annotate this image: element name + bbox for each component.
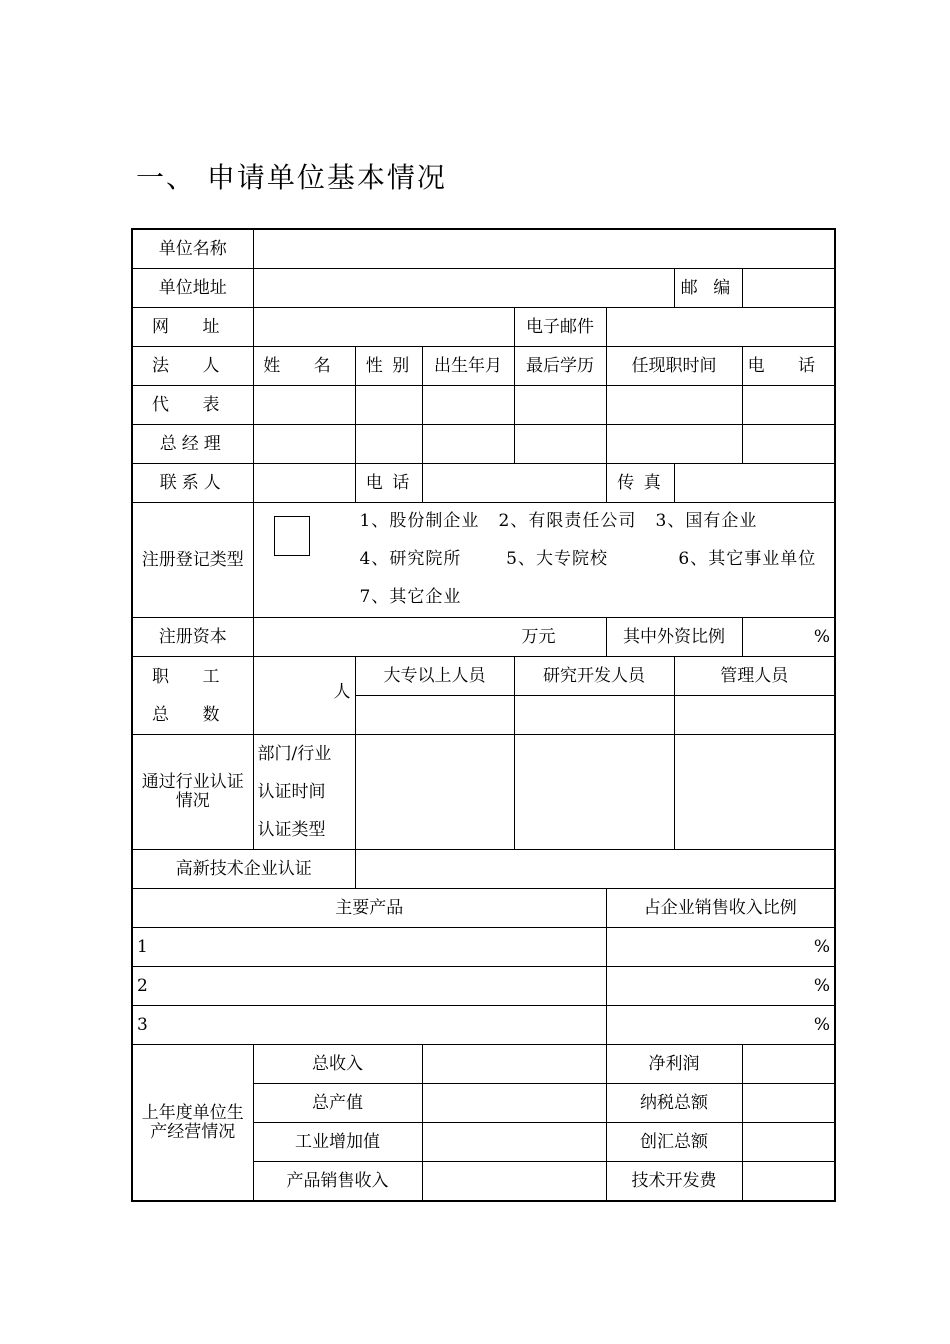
product-1-ratio[interactable] xyxy=(606,928,835,967)
header-birth: 出生年月 xyxy=(422,347,514,386)
product-index: 1 xyxy=(137,936,148,957)
row-product-3 xyxy=(132,1006,835,1045)
field-total-tax[interactable] xyxy=(742,1084,835,1123)
label-website: 网 址 xyxy=(132,308,253,347)
label-rd-expense: 技术开发费 xyxy=(606,1162,742,1202)
field-gm-gender[interactable] xyxy=(355,425,422,464)
header-gender: 性 别 xyxy=(355,347,422,386)
label-cert-type: 认证类型 xyxy=(257,820,326,840)
reg-type-cell xyxy=(253,503,835,618)
label-reg-capital: 注册资本 xyxy=(132,618,253,657)
row-legal-rep xyxy=(132,386,835,425)
header-mgmt: 管理人员 xyxy=(674,657,835,696)
field-phone[interactable] xyxy=(422,464,606,503)
label-staff xyxy=(132,657,253,735)
row-reg-capital xyxy=(132,618,835,657)
field-unit-address[interactable] xyxy=(253,269,674,308)
row-gm xyxy=(132,425,835,464)
field-rep-tenure[interactable] xyxy=(606,386,742,425)
field-unit-name[interactable] xyxy=(253,229,835,269)
header-phone: 电 话 xyxy=(742,347,835,386)
reg-option-line: 4、研究院所 5、大专院校 6、其它事业单位 xyxy=(359,549,817,569)
label-total-tax: 纳税总额 xyxy=(606,1084,742,1123)
label-fax: 传 真 xyxy=(606,464,674,503)
row-hitech xyxy=(132,850,835,889)
field-postcode[interactable] xyxy=(742,269,835,308)
row-products-header xyxy=(132,889,835,928)
label-gm: 总经理 xyxy=(132,425,253,464)
header-main-products: 主要产品 xyxy=(132,889,606,928)
label-last-year: 上年度单位生产经营情况 xyxy=(132,1045,253,1202)
header-tenure: 任现职时间 xyxy=(606,347,742,386)
field-rep-gender[interactable] xyxy=(355,386,422,425)
field-email[interactable] xyxy=(606,308,835,347)
cert-labels xyxy=(253,735,355,850)
application-form-table xyxy=(131,228,836,1202)
field-foreign-ratio[interactable] xyxy=(742,618,835,657)
label-postcode: 邮 编 xyxy=(674,269,742,308)
row-reg-type xyxy=(132,503,835,618)
field-cert-1[interactable] xyxy=(355,735,514,850)
label-total-forex: 创汇总额 xyxy=(606,1123,742,1162)
label-cert: 通过行业认证情况 xyxy=(132,735,253,850)
page-title: 一、 申请单位基本情况 xyxy=(136,161,447,194)
product-1[interactable] xyxy=(132,928,606,967)
row-staff-header xyxy=(132,657,835,696)
percent-sign: % xyxy=(813,1014,831,1035)
row-product-1 xyxy=(132,928,835,967)
field-gm-phone[interactable] xyxy=(742,425,835,464)
label-total-income: 总收入 xyxy=(253,1045,422,1084)
label-phone: 电 话 xyxy=(355,464,422,503)
header-education: 最后学历 xyxy=(514,347,606,386)
header-name: 姓 名 xyxy=(253,347,355,386)
header-rd: 研究开发人员 xyxy=(514,657,674,696)
product-2-ratio[interactable] xyxy=(606,967,835,1006)
field-staff-total[interactable] xyxy=(253,657,355,735)
row-unit-name xyxy=(132,229,835,269)
label-cert-time: 认证时间 xyxy=(257,782,326,802)
row-website xyxy=(132,308,835,347)
product-index: 3 xyxy=(137,1014,148,1035)
row-product-2 xyxy=(132,967,835,1006)
product-3-ratio[interactable] xyxy=(606,1006,835,1045)
label-unit-address: 单位地址 xyxy=(132,269,253,308)
label-reg-type: 注册登记类型 xyxy=(132,503,253,618)
unit-wan-yuan: 万元 xyxy=(521,626,556,647)
product-3[interactable] xyxy=(132,1006,606,1045)
field-fax[interactable] xyxy=(674,464,835,503)
field-hitech[interactable] xyxy=(355,850,835,889)
field-industrial-value[interactable] xyxy=(422,1123,606,1162)
field-rd[interactable] xyxy=(514,696,674,735)
percent-sign: % xyxy=(813,975,831,996)
field-reg-capital[interactable] xyxy=(253,618,606,657)
product-2[interactable] xyxy=(132,967,606,1006)
field-total-forex[interactable] xyxy=(742,1123,835,1162)
percent-sign: % xyxy=(813,626,831,647)
label-staff-1: 职 工 xyxy=(152,666,234,687)
field-mgmt[interactable] xyxy=(674,696,835,735)
label-dept: 部门/行业 xyxy=(257,744,332,764)
field-total-output[interactable] xyxy=(422,1084,606,1123)
label-legal-rep-2: 代 表 xyxy=(132,386,253,425)
field-total-income[interactable] xyxy=(422,1045,606,1084)
field-rep-name[interactable] xyxy=(253,386,355,425)
field-gm-name[interactable] xyxy=(253,425,355,464)
label-staff-2: 总 数 xyxy=(152,704,234,725)
reg-option-line: 7、其它企业 xyxy=(359,587,462,607)
field-gm-education[interactable] xyxy=(514,425,606,464)
reg-type-options xyxy=(360,512,817,618)
product-index: 2 xyxy=(137,975,148,996)
field-college[interactable] xyxy=(355,696,514,735)
field-rep-education[interactable] xyxy=(514,386,606,425)
label-email: 电子邮件 xyxy=(514,308,606,347)
field-gm-tenure[interactable] xyxy=(606,425,742,464)
label-contact: 联系人 xyxy=(132,464,253,503)
reg-type-checkbox[interactable] xyxy=(274,516,310,556)
label-legal-rep-1: 法 人 xyxy=(132,347,253,386)
reg-option-line: 1、股份制企业 2、有限责任公司 3、国有企业 xyxy=(359,511,758,531)
label-foreign-ratio: 其中外资比例 xyxy=(606,618,742,657)
field-rep-birth[interactable] xyxy=(422,386,514,425)
label-product-sales: 产品销售收入 xyxy=(253,1162,422,1202)
row-unit-address xyxy=(132,269,835,308)
label-hitech: 高新技术企业认证 xyxy=(132,850,355,889)
field-website[interactable] xyxy=(253,308,514,347)
field-net-profit[interactable] xyxy=(742,1045,835,1084)
label-industrial-value: 工业增加值 xyxy=(253,1123,422,1162)
field-cert-3[interactable] xyxy=(674,735,835,850)
field-gm-birth[interactable] xyxy=(422,425,514,464)
row-contact xyxy=(132,464,835,503)
field-contact[interactable] xyxy=(253,464,355,503)
percent-sign: % xyxy=(813,936,831,957)
field-rd-expense[interactable] xyxy=(742,1162,835,1202)
field-product-sales[interactable] xyxy=(422,1162,606,1202)
label-total-output: 总产值 xyxy=(253,1084,422,1123)
unit-person: 人 xyxy=(333,682,351,702)
header-sales-ratio: 占企业销售收入比例 xyxy=(606,889,835,928)
header-college: 大专以上人员 xyxy=(355,657,514,696)
row-cert xyxy=(132,735,835,850)
label-unit-name: 单位名称 xyxy=(132,229,253,269)
label-net-profit: 净利润 xyxy=(606,1045,742,1084)
row-finance-1 xyxy=(132,1045,835,1084)
field-cert-2[interactable] xyxy=(514,735,674,850)
field-rep-phone[interactable] xyxy=(742,386,835,425)
row-legal-rep-header xyxy=(132,347,835,386)
